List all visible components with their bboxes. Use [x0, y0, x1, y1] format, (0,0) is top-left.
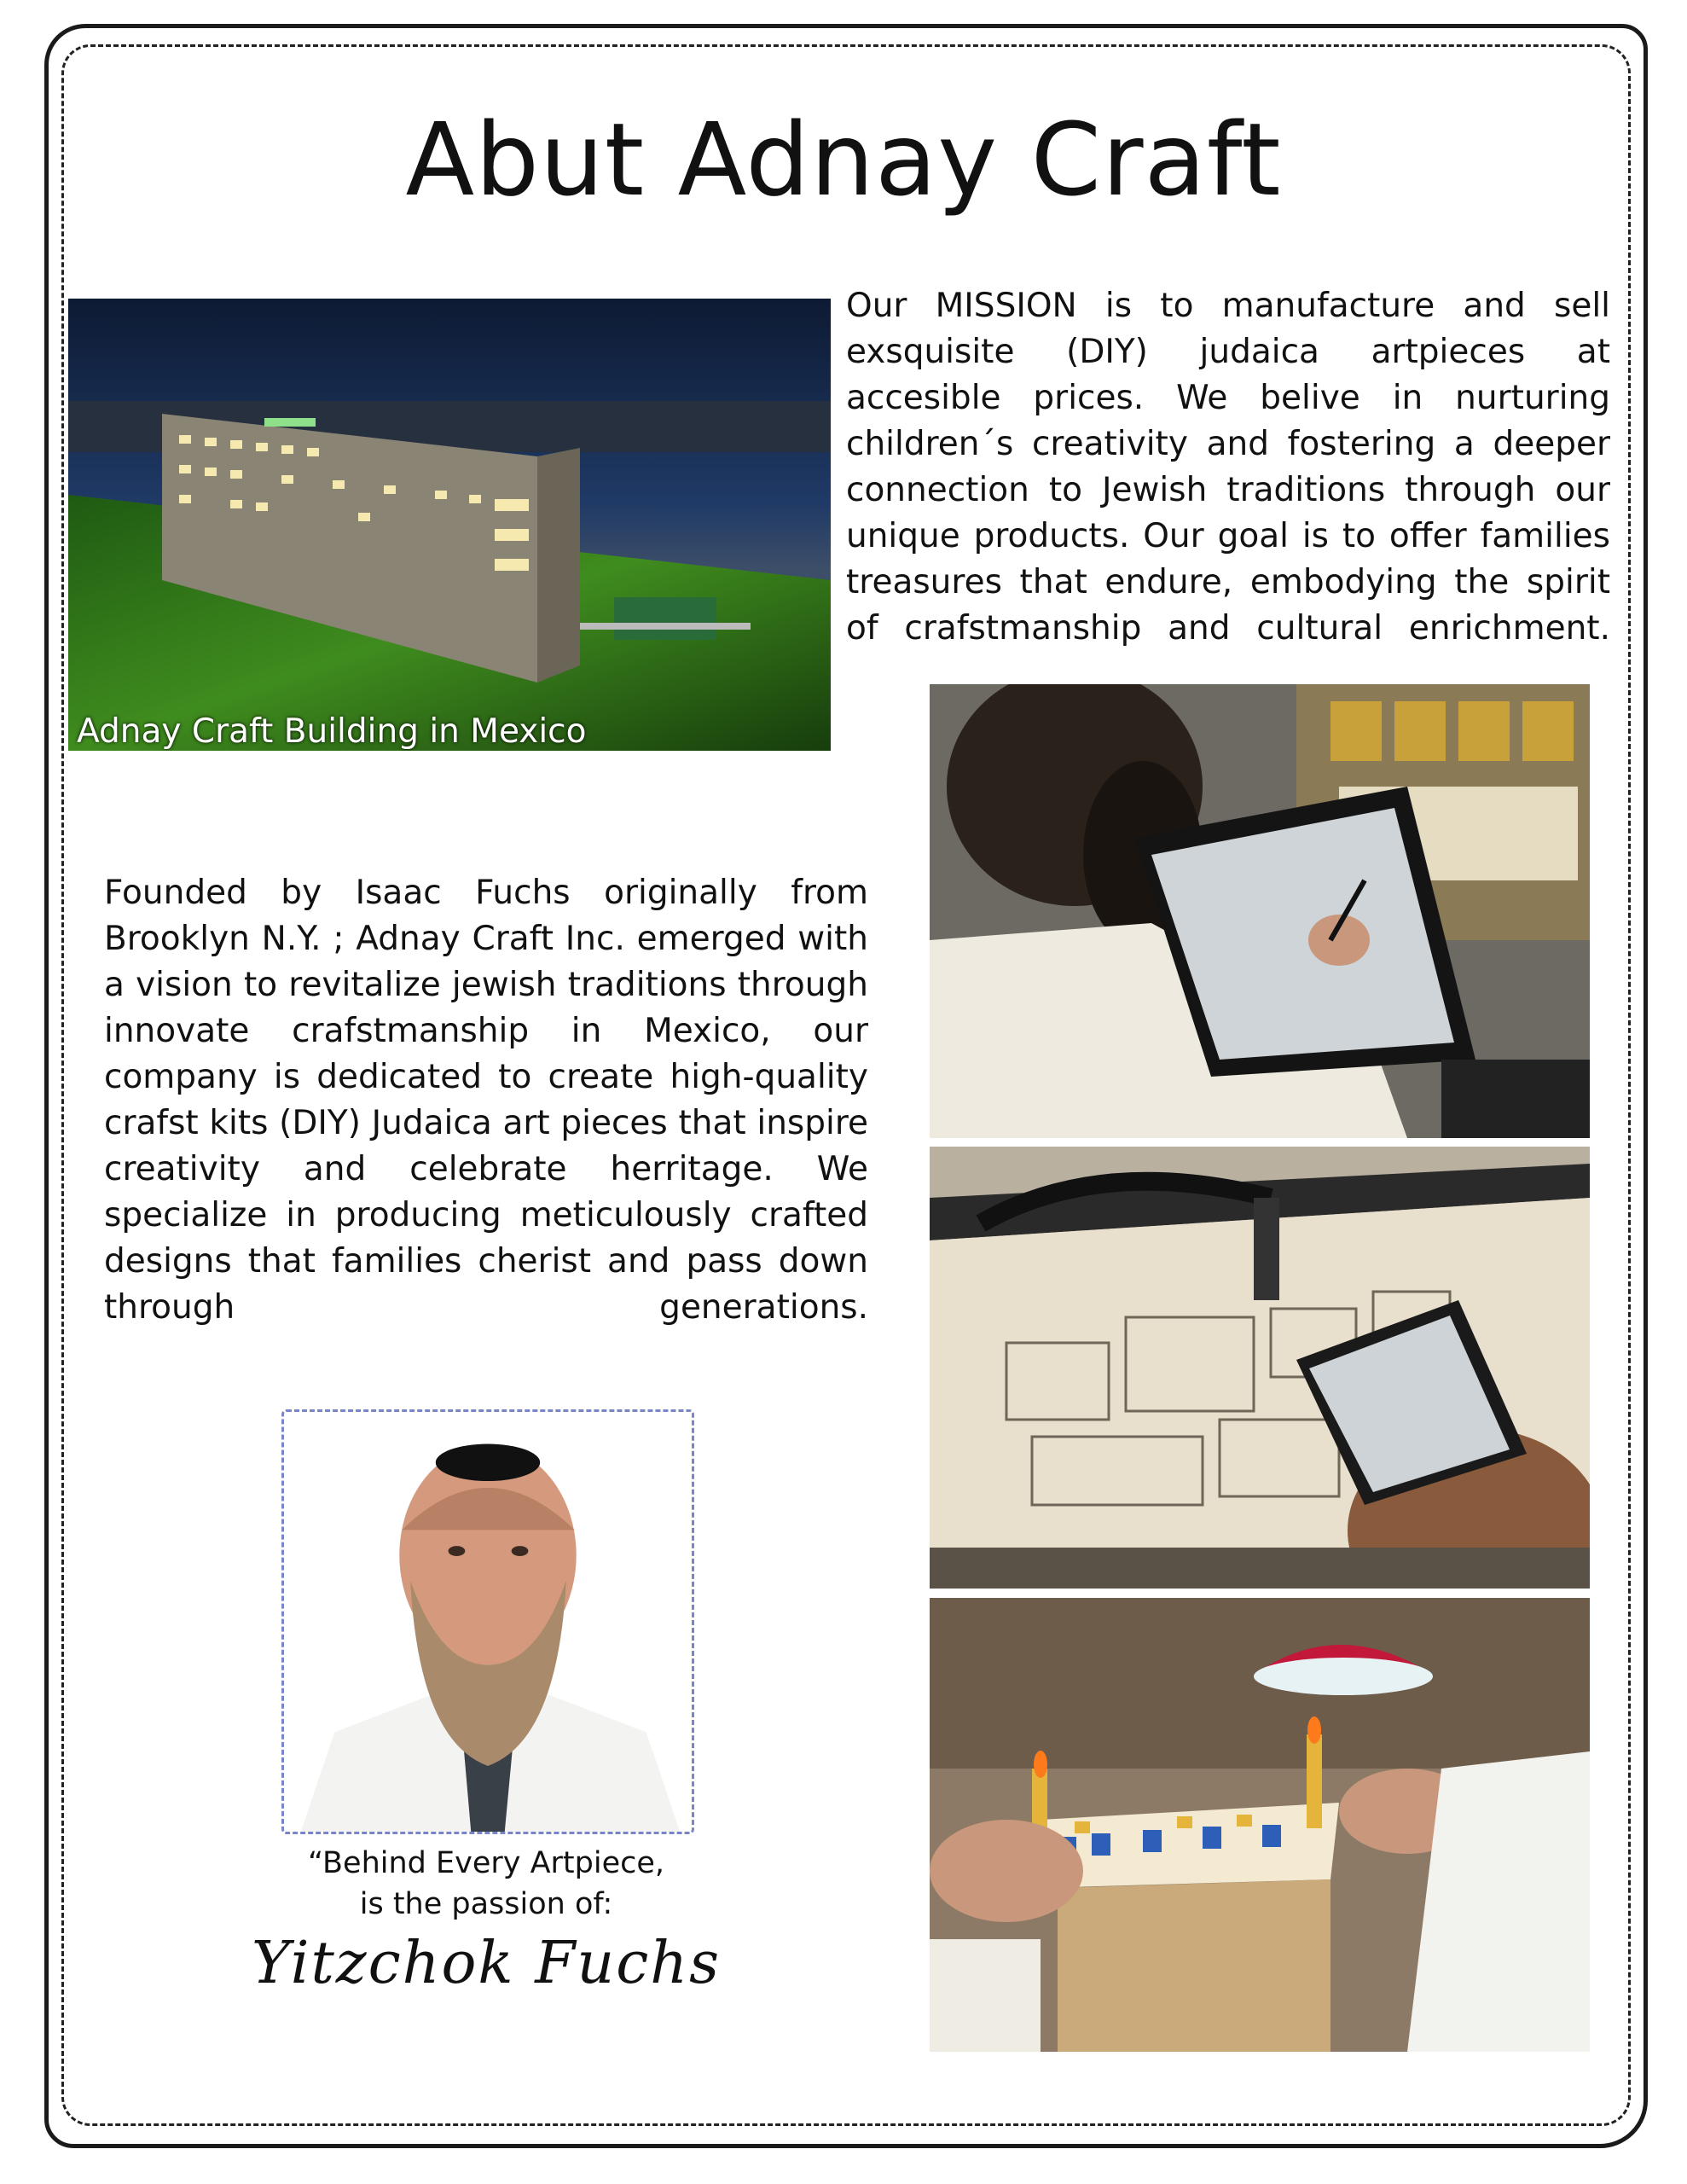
building-photo: [68, 299, 831, 751]
founder-signature: Yitzchok Fuchs: [252, 1930, 721, 1997]
founded-paragraph: Founded by Isaac Fuchs originally from Brooklyn N.Y. ; Adnay Craft Inc. emerged with a vision to revitalize jewish traditions through innovate crafstmanship in Mexico, our company is dedicated to create high-quality crafst kits (DIY) Judaica art pieces that inspire creativity and celebrate herritage. We specialize in producing meticulously crafted designs that families cherist and pass down through generations.: [104, 874, 868, 1327]
laser-cutter-photo: [930, 1147, 1590, 1589]
assembling-judaica-photo: [930, 1598, 1590, 2052]
quote-line-1: “Behind Every Artpiece,: [307, 1846, 665, 1880]
building-caption: Adnay Craft Building in Mexico: [77, 712, 587, 751]
page-title: Abut Adnay Craft: [405, 101, 1282, 218]
designer-tablet-photo: [930, 684, 1590, 1138]
founder-portrait: [281, 1409, 694, 1834]
quote-line-2: is the passion of:: [359, 1887, 613, 1921]
mission-paragraph: Our MISSION is to manufacture and sell exsquisite (DIY) judaica artpieces at accesible prices. We belive in nurturing children´s creativity and fostering a deeper connection to Jewish traditions through our unique products. Our goal is to offer families treasures that endure, embodying the spirit of crafstmanship and cultural enrichment.: [846, 287, 1610, 648]
quote-text: [264, 1843, 708, 1925]
